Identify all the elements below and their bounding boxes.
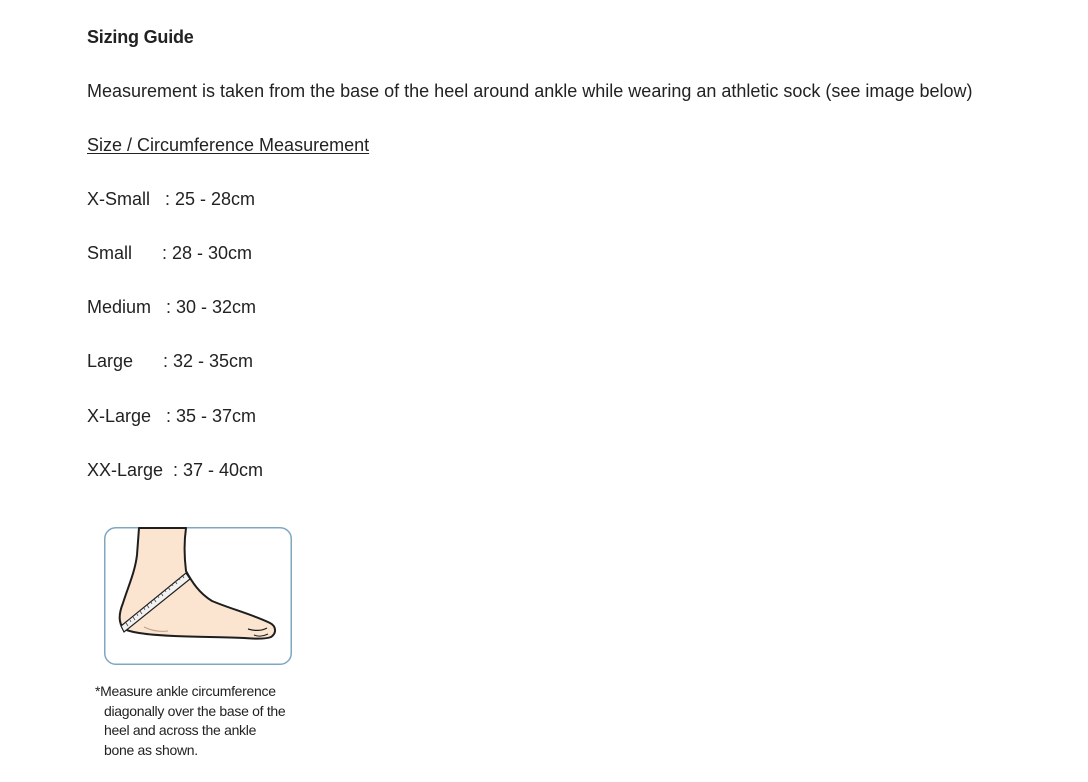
size-range: : 37 - 40cm	[173, 460, 264, 480]
size-row-x-large	[87, 406, 256, 427]
size-label: X-Small	[87, 189, 151, 209]
size-range: : 25 - 28cm	[165, 189, 256, 209]
ankle-measurement-illustration	[104, 527, 292, 665]
page-title: Sizing Guide	[87, 27, 194, 47]
size-range: : 30 - 32cm	[166, 297, 257, 317]
size-range: : 35 - 37cm	[166, 406, 257, 426]
size-range: : 28 - 30cm	[162, 243, 253, 263]
measurement-instructions: Measurement is taken from the base of the heel around ankle while wearing an athletic sock (see image below)	[87, 81, 973, 101]
caption-line: diagonally over the base of the	[104, 702, 286, 719]
size-row-large	[87, 351, 253, 372]
size-label: Small	[87, 243, 133, 263]
size-row-small	[87, 243, 252, 264]
caption-line: *Measure ankle circumference	[95, 683, 276, 699]
size-label: Medium	[87, 297, 152, 317]
size-row-x-small	[87, 189, 255, 210]
caption-line: heel and across the ankle	[104, 722, 257, 738]
size-range: : 32 - 35cm	[163, 351, 254, 371]
size-label: X-Large	[87, 406, 152, 426]
caption-line: bone as shown.	[104, 741, 198, 758]
size-label: XX-Large	[87, 460, 164, 480]
size-label: Large	[87, 351, 134, 371]
size-table-heading: Size / Circumference Measurement	[87, 135, 370, 155]
size-row-medium	[87, 297, 256, 318]
size-row-xx-large	[87, 460, 263, 481]
measurement-caption	[95, 682, 305, 760]
